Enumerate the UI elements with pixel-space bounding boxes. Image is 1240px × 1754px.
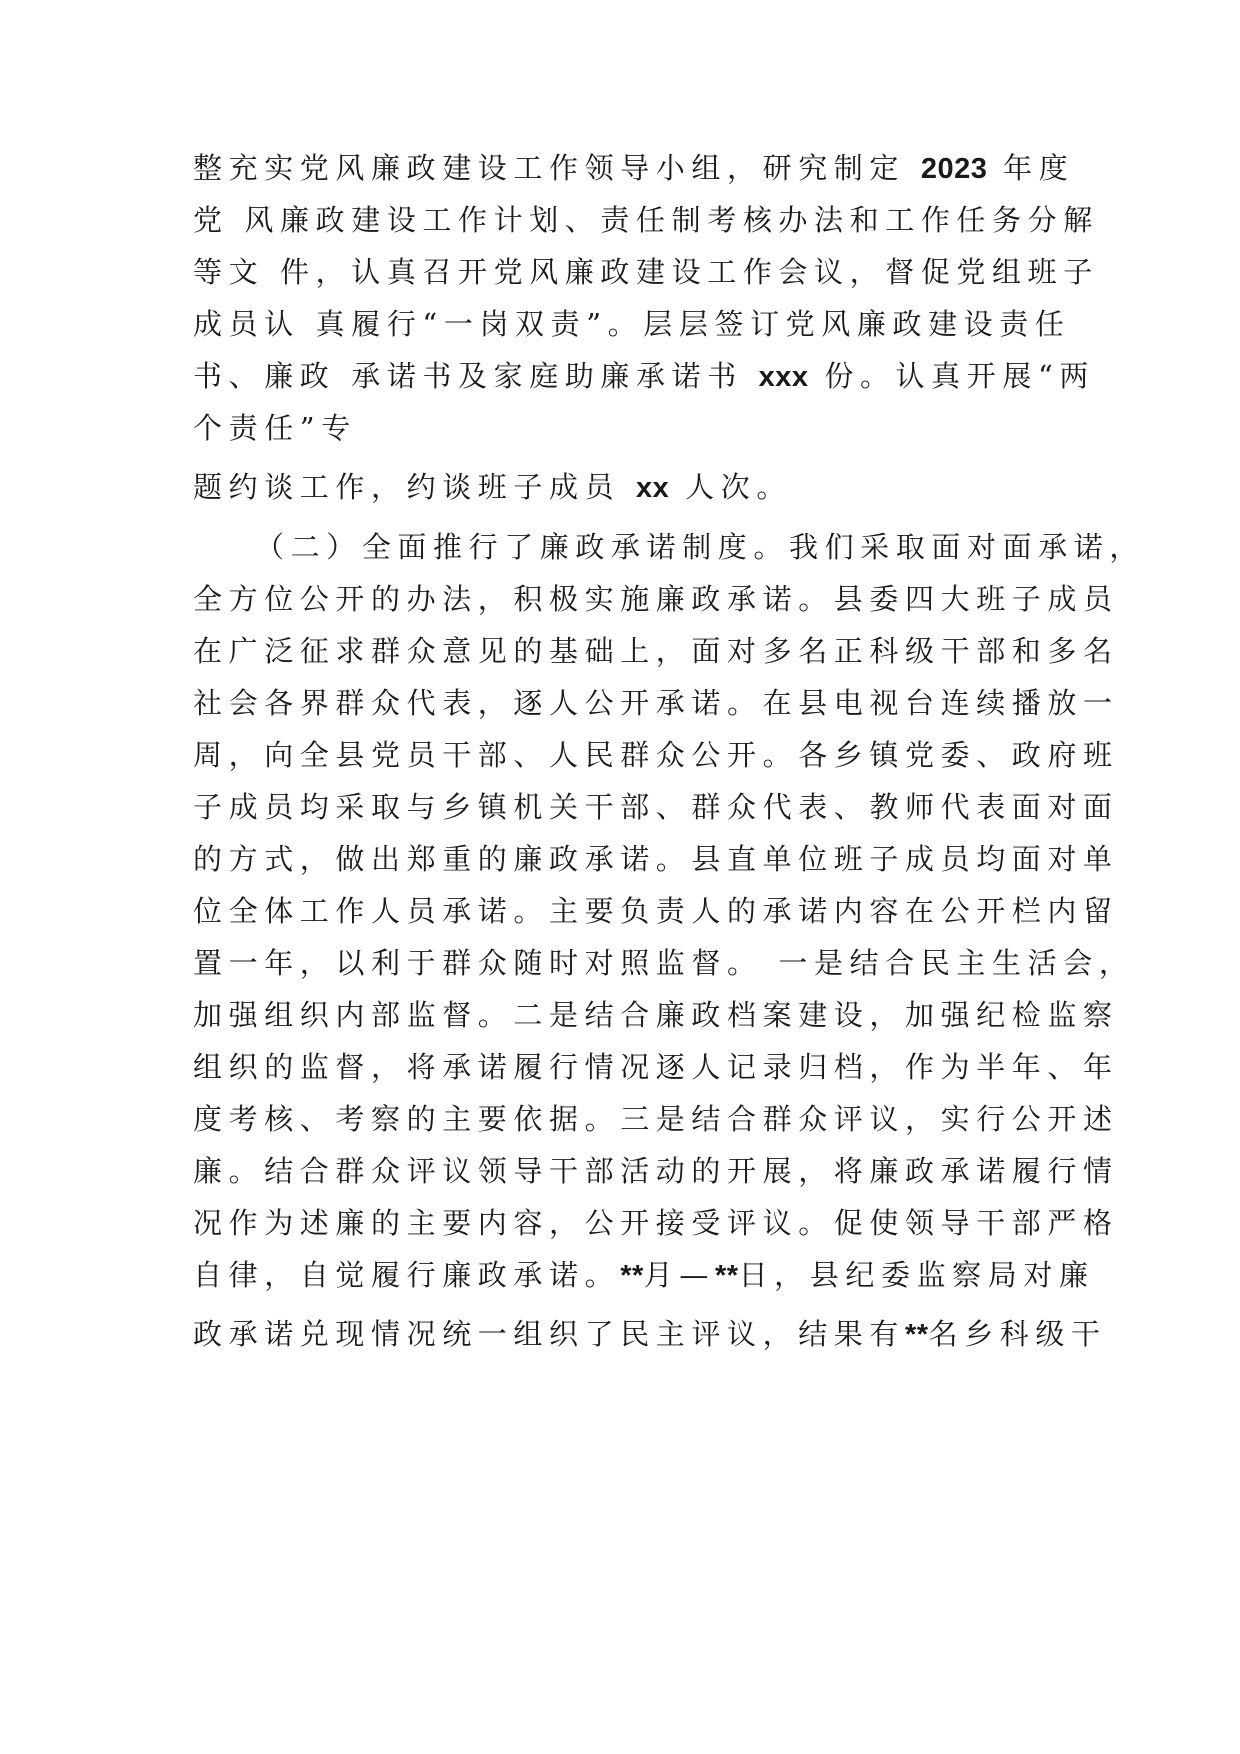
text-run: 整充实党风廉政建设工作领导小组，研究制定 bbox=[193, 151, 921, 185]
text-run: 名乡科级干 bbox=[928, 1317, 1107, 1351]
text-run: 自律，自觉履行廉政承诺。 bbox=[193, 1258, 621, 1292]
text-run: 子成员均采取与乡镇机关干部、群众代表、教师代表面对面 bbox=[193, 790, 1119, 824]
text-run: 组织的监督，将承诺履行情况逐人记录归档，作为半年、年 bbox=[193, 1050, 1119, 1084]
bold-number: 2023 bbox=[920, 153, 988, 185]
text-run: 题约谈工作，约谈班子成员 bbox=[193, 470, 637, 504]
text-run: 成员认 真履行“一岗双责”。层层签订党风廉政建设责任 bbox=[193, 307, 1071, 341]
text-run: 加强组织内部监督。二是结合廉政档案建设，加强纪检监察 bbox=[193, 998, 1119, 1032]
text-run: 廉。结合群众评议领导干部活动的开展，将廉政承诺履行情 bbox=[193, 1154, 1119, 1188]
text-line bbox=[193, 462, 792, 512]
text-run: 位全体工作人员承诺。主要负责人的承诺内容在公开栏内留 bbox=[193, 894, 1119, 928]
text-run: 社会各界群众代表，逐人公开承诺。在县电视台连续播放一 bbox=[193, 686, 1119, 720]
text-line bbox=[193, 299, 1070, 349]
text-line bbox=[193, 1094, 1119, 1144]
text-line bbox=[193, 1250, 1095, 1300]
text-run: 日，县纪委监察局对廉 bbox=[738, 1258, 1095, 1292]
text-run: 全方位公开的办法，积极实施廉政承诺。县委四大班子成员 bbox=[193, 582, 1119, 616]
text-line bbox=[193, 730, 1119, 780]
text-line bbox=[193, 626, 1119, 676]
text-line bbox=[193, 403, 357, 453]
text-run: 政承诺兑现情况统一组织了民主评议，结果有 bbox=[193, 1317, 906, 1351]
text-line bbox=[193, 1309, 1107, 1359]
text-run: 度考核、考察的主要依据。三是结合群众评议，实行公开述 bbox=[193, 1102, 1119, 1136]
text-run: 个责任”专 bbox=[193, 411, 357, 445]
bold-number: xx bbox=[636, 472, 670, 504]
text-line bbox=[193, 938, 1134, 988]
text-line bbox=[255, 522, 1145, 572]
text-run: 置一年，以利于群众随时对照监督。 一是结合民主生活会， bbox=[193, 946, 1135, 980]
bold-number: xxx bbox=[758, 361, 809, 393]
text-run: （二）全面推行了廉政承诺制度。我们采取面对面承诺， bbox=[255, 530, 1146, 564]
text-run: 党 风廉政建设工作计划、责任制考核办法和工作任务分解 bbox=[193, 203, 1099, 237]
text-line bbox=[193, 782, 1119, 832]
text-line bbox=[193, 678, 1119, 728]
text-run: 书、廉政 承诺书及家庭助廉承诺书 bbox=[193, 359, 759, 393]
bold-number: ** bbox=[620, 1260, 644, 1292]
text-run: 年度 bbox=[987, 151, 1075, 185]
text-run: 月— bbox=[643, 1258, 715, 1292]
text-line bbox=[193, 1146, 1119, 1196]
text-line bbox=[193, 834, 1119, 884]
text-line bbox=[193, 247, 1099, 297]
text-line bbox=[193, 351, 1095, 401]
text-run: 等文 件，认真召开党风廉政建设工作会议，督促党组班子 bbox=[193, 255, 1099, 289]
text-line bbox=[193, 195, 1099, 245]
text-run: 在广泛征求群众意见的基础上，面对多名正科级干部和多名 bbox=[193, 634, 1119, 668]
text-line bbox=[193, 1042, 1119, 1092]
text-run: 人次。 bbox=[669, 470, 792, 504]
bold-number: ** bbox=[714, 1260, 739, 1292]
text-line bbox=[193, 574, 1119, 624]
text-run: 况作为述廉的主要内容，公开接受评议。促使领导干部严格 bbox=[193, 1206, 1119, 1240]
bold-number: ** bbox=[905, 1319, 929, 1351]
text-line bbox=[193, 886, 1119, 936]
text-line bbox=[193, 990, 1119, 1040]
text-line bbox=[193, 143, 1074, 193]
text-run: 的方式，做出郑重的廉政承诺。县直单位班子成员均面对单 bbox=[193, 842, 1119, 876]
text-line bbox=[193, 1198, 1119, 1248]
text-run: 周，向全县党员干部、人民群众公开。各乡镇党委、政府班 bbox=[193, 738, 1119, 772]
text-run: 份。认真开展“两 bbox=[808, 359, 1095, 393]
